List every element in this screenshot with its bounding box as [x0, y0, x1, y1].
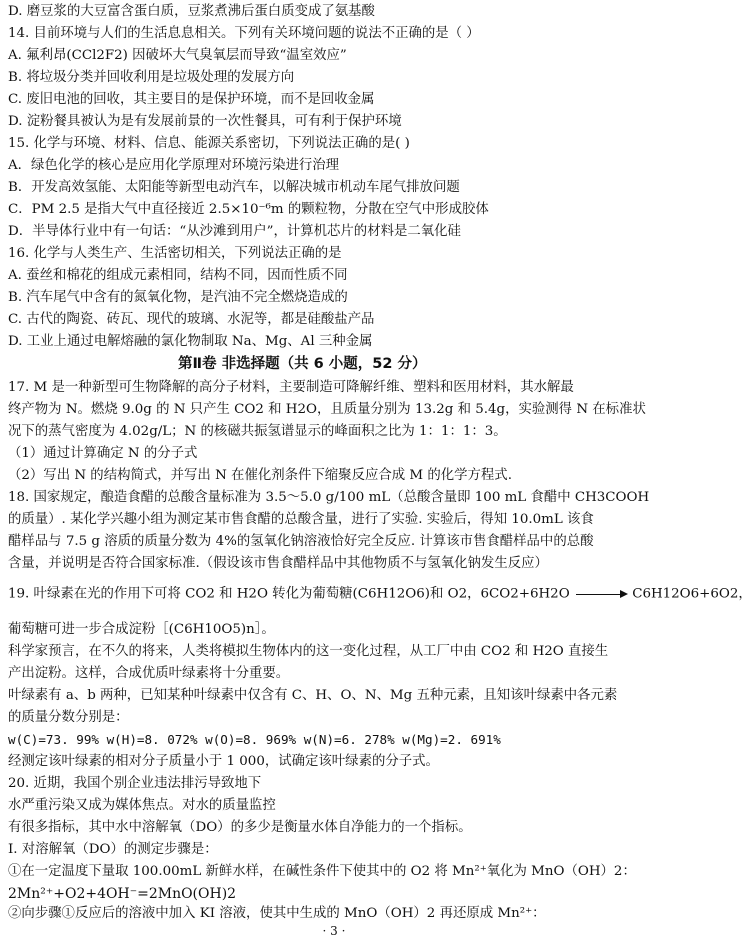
option-14c: C. 废旧电池的回收，其主要目的是保护环境，而不是回收金属: [8, 92, 375, 107]
option-15a: A．绿色化学的核心是应用化学原理对环境污染进行治理: [8, 158, 340, 173]
section-title: 第Ⅱ卷 非选择题（共 6 小题，52 分）: [178, 356, 427, 372]
option-16d: D. 工业上通过电解熔融的氯化物制取 Na、Mg、Al 三种金属: [8, 334, 373, 349]
option-16c: C. 古代的陶瓷、砖瓦、现代的玻璃、水泥等，都是硅酸盐产品: [8, 312, 375, 327]
question-19-line-5: 叶绿素有 a、b 两种，已知某种叶绿素中仅含有 C、H、O、N、Mg 五种元素，且知该叶绿素中各元素: [8, 688, 618, 703]
option-15b: B．开发高效氢能、太阳能等新型电动汽车，以解决城市机动车尾气排放问题: [8, 180, 460, 195]
question-15-stem: 15. 化学与环境、材料、信息、能源关系密切，下列说法正确的是( ): [8, 136, 410, 151]
question-18-line-2: 的质量）. 某化学兴趣小组为测定某市售食醋的总酸含量，进行了实验. 实验后，得知 10.0mL 该食: [8, 512, 594, 527]
question-19-line-6: 的质量分数分别是：: [8, 710, 129, 725]
question-19-line-7: 经测定该叶绿素的相对分子质量小于 1 000，试确定该叶绿素的分子式。: [8, 754, 439, 769]
option-14d: D. 淀粉餐具被认为是有发展前景的一次性餐具，可有利于保护环境: [8, 114, 402, 129]
question-18-line-3: 醋样品与 7.5 g 溶质的质量分数为 4%的氢氧化钠溶液恰好完全反应. 计算该市售食醋样品中的总酸: [8, 534, 594, 549]
option-14b: B. 将垃圾分类并回收利用是垃圾处理的发展方向: [8, 70, 295, 85]
question-14-stem: 14. 目前环境与人们的生活息息相关。下列有关环境问题的说法不正确的是（ ）: [8, 26, 480, 41]
question-19-line-1: [8, 584, 752, 604]
question-17-part-2: （2）写出 N 的结构简式，并写出 N 在催化剂条件下缩聚反应合成 M 的化学方程式.: [8, 468, 512, 483]
arrow-head: [620, 590, 628, 598]
mass-fraction-list: w(C)=73. 99% w(H)=8. 072% w(O)=8. 969% w(N)=6. 278% w(Mg)=2. 691%: [8, 732, 501, 747]
page-number: · 3 ·: [322, 924, 346, 938]
question-17-line-3: 况下的蒸气密度为 4.02g/L；N 的核磁共振氢谱显示的峰面积之比为 1：1：1：3。: [8, 424, 507, 439]
question-19-text: 19. 叶绿素在光的作用下可将 CO2 和 H2O 转化为葡萄糖(C6H12O6)和 O2，6CO2+6H2O: [8, 586, 570, 602]
question-17-part-1: （1）通过计算确定 N 的分子式: [8, 446, 198, 461]
question-18-line-1: 18. 国家规定，酿造食醋的总酸含量标准为 3.5～5.0 g/100 mL（总酸含量即 100 mL 食醋中 CH3COOH: [8, 490, 650, 505]
option-14a: A. 氟利昂(CCl2F2) 因破坏大气臭氧层而导致“温室效应”: [8, 48, 347, 63]
arrow-shaft: [576, 594, 622, 595]
question-19-line-2: 葡萄糖可进一步合成淀粉［(C6H10O5)n］。: [8, 622, 275, 637]
question-17-line-2: 终产物为 N。燃烧 9.0g 的 N 只产生 CO2 和 H2O，且质量分别为 13.2g 和 5.4g，实验测得 N 在标准状: [8, 402, 646, 417]
question-20-step-heading: I. 对溶解氧（DO）的测定步骤是：: [8, 842, 218, 857]
question-16-stem: 16. 化学与人类生产、生活密切相关，下列说法正确的是: [8, 246, 342, 261]
question-20-step-1: ①在一定温度下量取 100.00mL 新鲜水样，在碱性条件下使其中的 O2 将 Mn²⁺氧化为 MnO（OH）2：: [8, 864, 636, 879]
option-15c: C．PM 2.5 是指大气中直径接近 2.5×10⁻⁶m 的颗粒物，分散在空气中形成胶体: [8, 202, 489, 217]
question-17-line-1: 17. M 是一种新型可生物降解的高分子材料，主要制造可降解纤维、塑料和医用材料，其水解最: [8, 380, 574, 395]
option-16b: B. 汽车尾气中含有的氮氧化物，是汽油不完全燃烧造成的: [8, 290, 348, 305]
question-18-line-4: 含量，并说明是否符合国家标准.（假设该市售食醋样品中其他物质不与氢氧化钠发生反应）: [8, 556, 548, 571]
question-20-equation: 2Mn²⁺+O2+4OH⁻=2MnO(OH)2: [8, 886, 237, 902]
reaction-arrow: [574, 584, 628, 604]
question-20-line-2: 水严重污染又成为媒体焦点。对水的质量监控: [8, 798, 276, 813]
option-16a: A. 蚕丝和棉花的组成元素相同，结构不同，因而性质不同: [8, 268, 348, 283]
question-20-line-3: 有很多指标，其中水中溶解氧（DO）的多少是衡量水体自净能力的一个指标。: [8, 820, 472, 835]
question-19-line-4: 产出淀粉。这样，合成优质叶绿素将十分重要。: [8, 666, 290, 681]
question-20-line-1: 20. 近期，我国个别企业违法排污导致地下: [8, 776, 262, 791]
question-20-step-2: ②向步骤①反应后的溶液中加入 KI 溶液，使其中生成的 MnO（OH）2 再还原成 Mn²⁺：: [8, 906, 546, 921]
question-19-line-3: 科学家预言，在不久的将来，人类将模拟生物体内的这一变化过程，从工厂中由 CO2 和 H2O 直接生: [8, 644, 609, 659]
reaction-products: C6H12O6+6O2，: [632, 586, 752, 602]
option-15d: D．半导体行业中有一句话：“从沙滩到用户”，计算机芯片的材料是二氧化硅: [8, 224, 461, 239]
option-13d: D. 磨豆浆的大豆富含蛋白质，豆浆煮沸后蛋白质变成了氨基酸: [8, 4, 375, 19]
